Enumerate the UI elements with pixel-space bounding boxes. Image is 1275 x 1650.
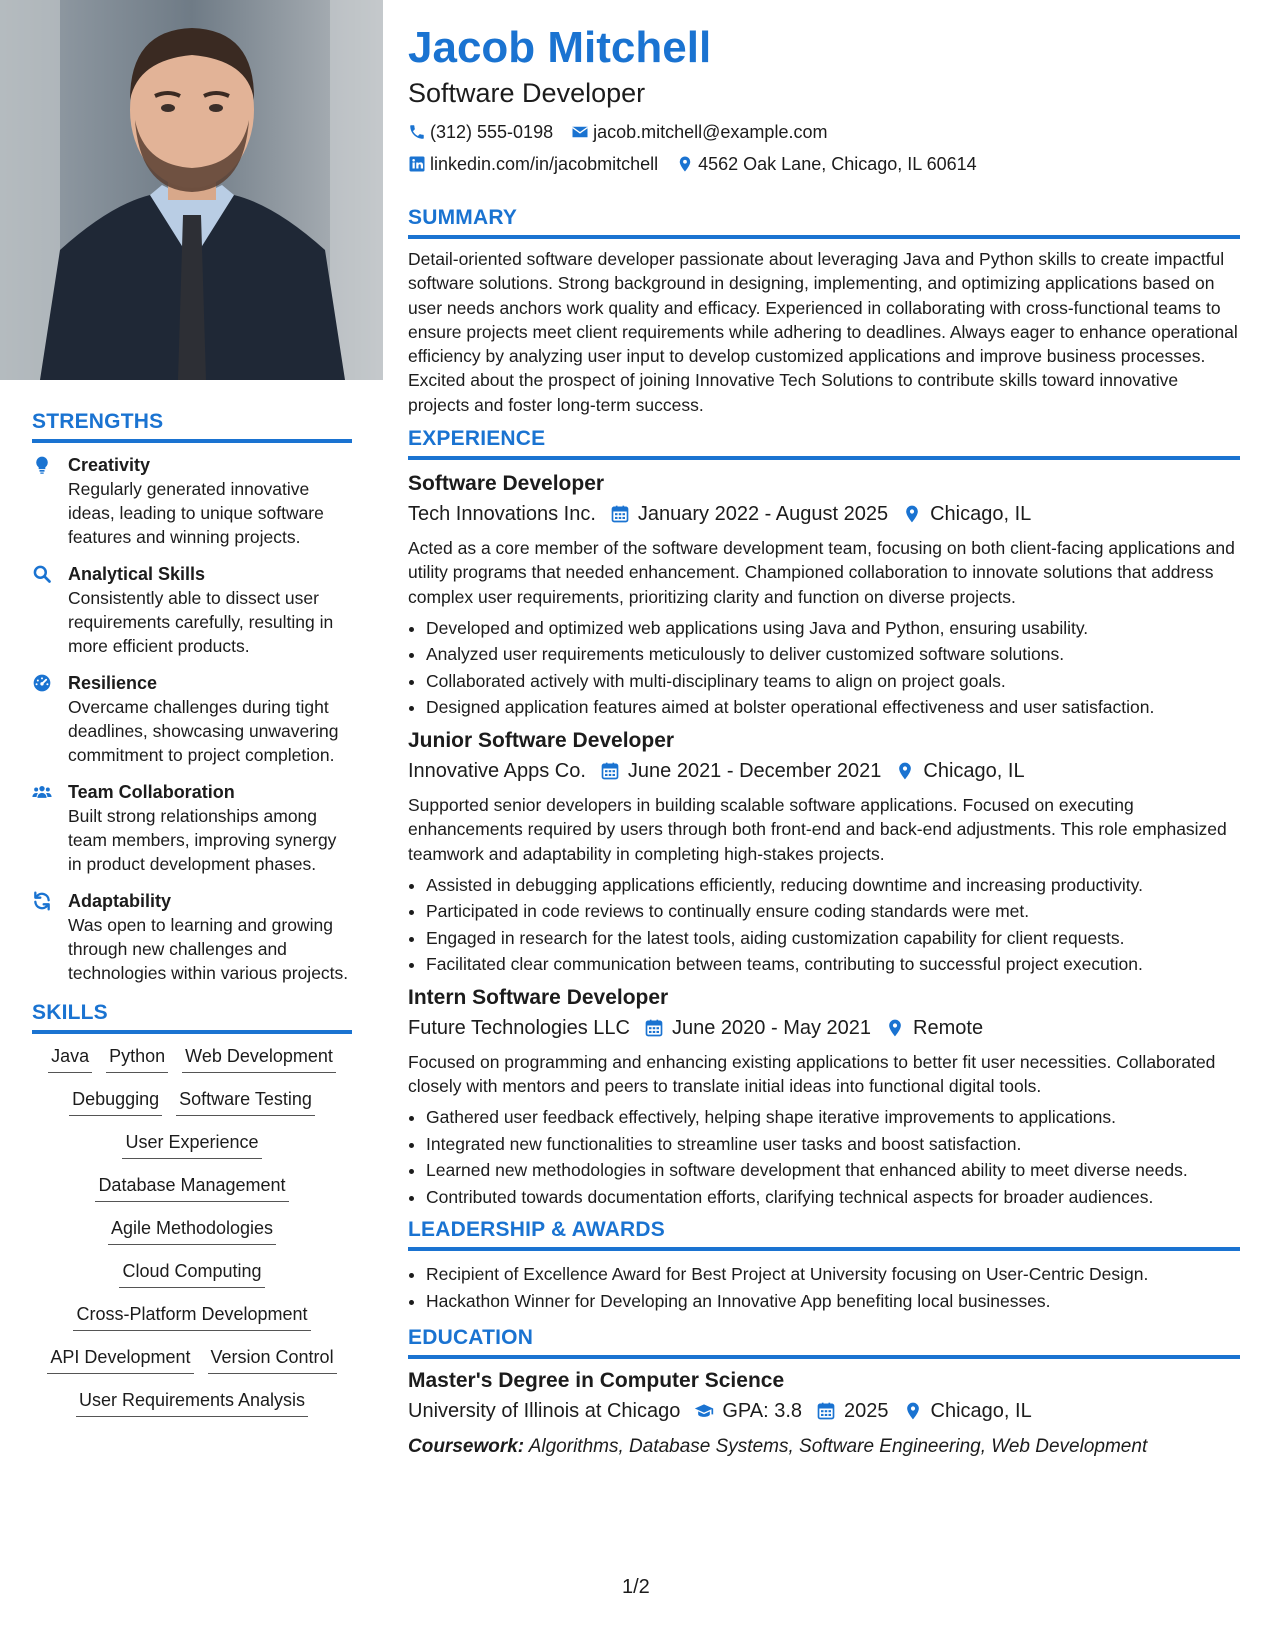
award-item: • Hackathon Winner for Developing an Innovative App benefiting local businesses. xyxy=(426,1288,1240,1315)
map-pin-icon xyxy=(885,1018,905,1038)
company-name: Innovative Apps Co. xyxy=(408,759,586,782)
skill-row xyxy=(32,1173,352,1202)
strength-desc: Was open to learning and growing through new challenges and technologies within various projects. xyxy=(68,915,349,983)
job-bullet: • Integrated new functionalities to streamline user tasks and boost satisfaction. xyxy=(426,1131,1240,1158)
skill-row xyxy=(32,1259,352,1288)
skill-tag: Agile Methodologies xyxy=(108,1216,276,1245)
strength-title: Resilience xyxy=(68,673,158,693)
job-location: Remote xyxy=(913,1016,984,1039)
strength-title: Creativity xyxy=(68,455,151,475)
sync-icon xyxy=(32,889,68,985)
gauge-icon xyxy=(32,671,68,767)
skills-list xyxy=(32,1044,352,1417)
job-dates: January 2022 - August 2025 xyxy=(637,503,889,526)
job-title: Junior Software Developer xyxy=(408,728,675,752)
skill-row xyxy=(32,1345,352,1374)
experience-entry xyxy=(408,727,1240,978)
strength-item xyxy=(32,889,352,985)
strength-title: Team Collaboration xyxy=(68,782,235,802)
job-meta xyxy=(408,1012,1240,1044)
skill-tag: API Development xyxy=(47,1345,193,1374)
summary-heading: SUMMARY xyxy=(408,206,1240,239)
phone-text: (312) 555-0198 xyxy=(430,122,554,142)
job-dates: June 2021 - December 2021 xyxy=(627,759,882,782)
job-bullets xyxy=(408,615,1240,721)
profile-photo xyxy=(0,0,383,380)
skill-row xyxy=(32,1216,352,1245)
degree-title: Master's Degree in Computer Science xyxy=(408,1369,785,1393)
job-bullets xyxy=(408,872,1240,978)
job-meta xyxy=(408,755,1240,787)
phone-icon xyxy=(408,123,426,141)
contact-row-2 xyxy=(408,148,1240,180)
job-bullet: • Designed application features aimed at bolster operational effectiveness and user satisfaction. xyxy=(426,694,1240,721)
email-contact[interactable] xyxy=(571,116,827,148)
address-contact xyxy=(676,148,977,180)
skill-row xyxy=(32,1302,352,1331)
summary-text: Detail-oriented software developer passionate about leveraging Java and Python skills to create impactful software solutions. Strong background in designing, implementing, and optimizing applications based on user needs anchors work quality and efficacy. Experienced in collaborating with cross-functional teams to ensure projects meet client requirements while adhering to deadlines. Always eager to enhance operational efficiency by analyzing user input to develop customized applications and improve business processes. Excited about the prospect of joining Innovative Tech Solutions to contribute skills toward innovative projects and foster long-term success. xyxy=(408,249,1238,415)
skill-row xyxy=(32,1044,352,1073)
job-bullets xyxy=(408,1104,1240,1210)
company-name: Future Technologies LLC xyxy=(408,1016,630,1039)
job-location: Chicago, IL xyxy=(930,503,1032,526)
skills-heading: SKILLS xyxy=(32,1001,352,1034)
education-location: Chicago, IL xyxy=(930,1400,1032,1423)
strengths-list xyxy=(32,453,352,985)
skill-tag: User Experience xyxy=(122,1130,261,1159)
skill-tag: Cloud Computing xyxy=(119,1259,264,1288)
experience-entry xyxy=(408,470,1240,721)
strength-item xyxy=(32,780,352,876)
coursework xyxy=(408,1433,1240,1461)
portrait-illustration xyxy=(0,0,383,380)
job-bullet: • Engaged in research for the latest tools, aiding customization capability for client requests. xyxy=(426,925,1240,952)
phone-contact[interactable] xyxy=(408,116,553,148)
skill-tag: Java xyxy=(48,1044,92,1073)
graduation-cap-icon xyxy=(694,1401,714,1421)
contact-row-1 xyxy=(408,116,1240,148)
map-pin-icon xyxy=(903,1401,923,1421)
address-text: 4562 Oak Lane, Chicago, IL 60614 xyxy=(698,154,977,174)
skill-tag: Cross-Platform Development xyxy=(73,1302,310,1331)
skill-tag: Python xyxy=(106,1044,168,1073)
skill-row xyxy=(32,1087,352,1116)
linkedin-contact[interactable] xyxy=(408,148,658,180)
page-number: 1/2 xyxy=(622,1576,650,1598)
coursework-text: Algorithms, Database Systems, Software Engineering, Web Development xyxy=(528,1436,1148,1458)
calendar-icon xyxy=(644,1018,664,1038)
school-name: University of Illinois at Chicago xyxy=(408,1400,681,1423)
strength-title: Adaptability xyxy=(68,891,172,911)
skill-row xyxy=(32,1130,352,1159)
experience-entry xyxy=(408,984,1240,1211)
search-icon xyxy=(32,562,68,658)
strength-item xyxy=(32,453,352,549)
linkedin-icon xyxy=(408,155,426,173)
skill-tag: Debugging xyxy=(69,1087,162,1116)
job-location: Chicago, IL xyxy=(923,759,1025,782)
strength-desc: Overcame challenges during tight deadlines, showcasing unwavering commitment to project completion. xyxy=(68,697,339,765)
skill-tag: Software Testing xyxy=(176,1087,315,1116)
job-title: Intern Software Developer xyxy=(408,985,669,1009)
lightbulb-icon xyxy=(32,453,68,549)
leadership-list xyxy=(408,1261,1240,1314)
strength-title: Analytical Skills xyxy=(68,564,206,584)
skill-tag: Database Management xyxy=(95,1173,288,1202)
users-icon xyxy=(32,780,68,876)
gpa-text: GPA: 3.8 xyxy=(722,1400,803,1423)
job-meta xyxy=(408,498,1240,530)
strength-desc: Built strong relationships among team members, improving synergy in product development phases. xyxy=(68,806,337,874)
right-column xyxy=(408,20,1240,1461)
job-bullet: • Analyzed user requirements meticulously to deliver customized software solutions. xyxy=(426,641,1240,668)
job-bullet: • Assisted in debugging applications efficiently, reducing downtime and increasing productivity. xyxy=(426,872,1240,899)
email-text: jacob.mitchell@example.com xyxy=(593,122,828,142)
job-bullet: • Learned new methodologies in software development that enhanced ability to meet diverse needs. xyxy=(426,1157,1240,1184)
education-heading: EDUCATION xyxy=(408,1326,1240,1359)
candidate-name: Jacob Mitchell xyxy=(408,23,712,72)
left-column xyxy=(32,410,352,1431)
map-pin-icon xyxy=(902,504,922,524)
candidate-role: Software Developer xyxy=(408,78,646,108)
job-dates: June 2020 - May 2021 xyxy=(672,1016,872,1039)
experience-list xyxy=(408,470,1240,1210)
calendar-icon xyxy=(600,761,620,781)
job-bullet: • Participated in code reviews to continually ensure coding standards were met. xyxy=(426,898,1240,925)
linkedin-text: linkedin.com/in/jacobmitchell xyxy=(430,154,659,174)
coursework-label: Coursework: xyxy=(408,1436,525,1458)
education-year: 2025 xyxy=(844,1400,889,1423)
strengths-heading: STRENGTHS xyxy=(32,410,352,443)
skill-tag: Web Development xyxy=(182,1044,336,1073)
strength-item xyxy=(32,671,352,767)
experience-heading: EXPERIENCE xyxy=(408,427,1240,460)
skill-tag: Version Control xyxy=(208,1345,337,1374)
strength-desc: Regularly generated innovative ideas, leading to unique software features and winning projects. xyxy=(68,479,324,547)
job-bullet: • Gathered user feedback effectively, helping shape iterative improvements to applications. xyxy=(426,1104,1240,1131)
job-description: Acted as a core member of the software development team, focusing on both client-facing applications and utility programs that needed enhancement. Championed collaboration to innovate solutions that address complex user requirements, prioritizing clarity and function on diverse projects. xyxy=(408,538,1235,607)
skill-row xyxy=(32,1388,352,1417)
job-bullet: • Collaborated actively with multi-disciplinary teams to align on project goals. xyxy=(426,668,1240,695)
job-title: Software Developer xyxy=(408,472,605,496)
job-description: Supported senior developers in building scalable software applications. Focused on executing enhancements required by users through both front-end and back-end adjustments. This role emphasized teamwork and adaptability in completing high-stakes projects. xyxy=(408,794,1227,864)
award-item: • Recipient of Excellence Award for Best Project at University focusing on User-Centric Design. xyxy=(426,1261,1240,1288)
job-bullet: • Facilitated clear communication between teams, contributing to successful project execution. xyxy=(426,951,1240,978)
map-pin-icon xyxy=(676,155,694,173)
strength-item xyxy=(32,562,352,658)
skill-tag: User Requirements Analysis xyxy=(76,1388,308,1417)
education-meta xyxy=(408,1395,1240,1427)
calendar-icon xyxy=(816,1401,836,1421)
map-pin-icon xyxy=(895,761,915,781)
leadership-heading: LEADERSHIP & AWARDS xyxy=(408,1218,1240,1251)
company-name: Tech Innovations Inc. xyxy=(408,503,596,526)
envelope-icon xyxy=(571,123,589,141)
job-bullet: • Developed and optimized web applications using Java and Python, ensuring usability. xyxy=(426,615,1240,642)
job-description: Focused on programming and enhancing existing applications to better fit user necessities. Collaborated closely with mentors and peers to translate initial ideas into functional digital tools. xyxy=(408,1051,1216,1097)
strength-desc: Consistently able to dissect user requirements carefully, resulting in more efficient products. xyxy=(68,588,334,656)
calendar-icon xyxy=(610,504,630,524)
job-bullet: • Contributed towards documentation efforts, clarifying technical aspects for broader audiences. xyxy=(426,1184,1240,1211)
